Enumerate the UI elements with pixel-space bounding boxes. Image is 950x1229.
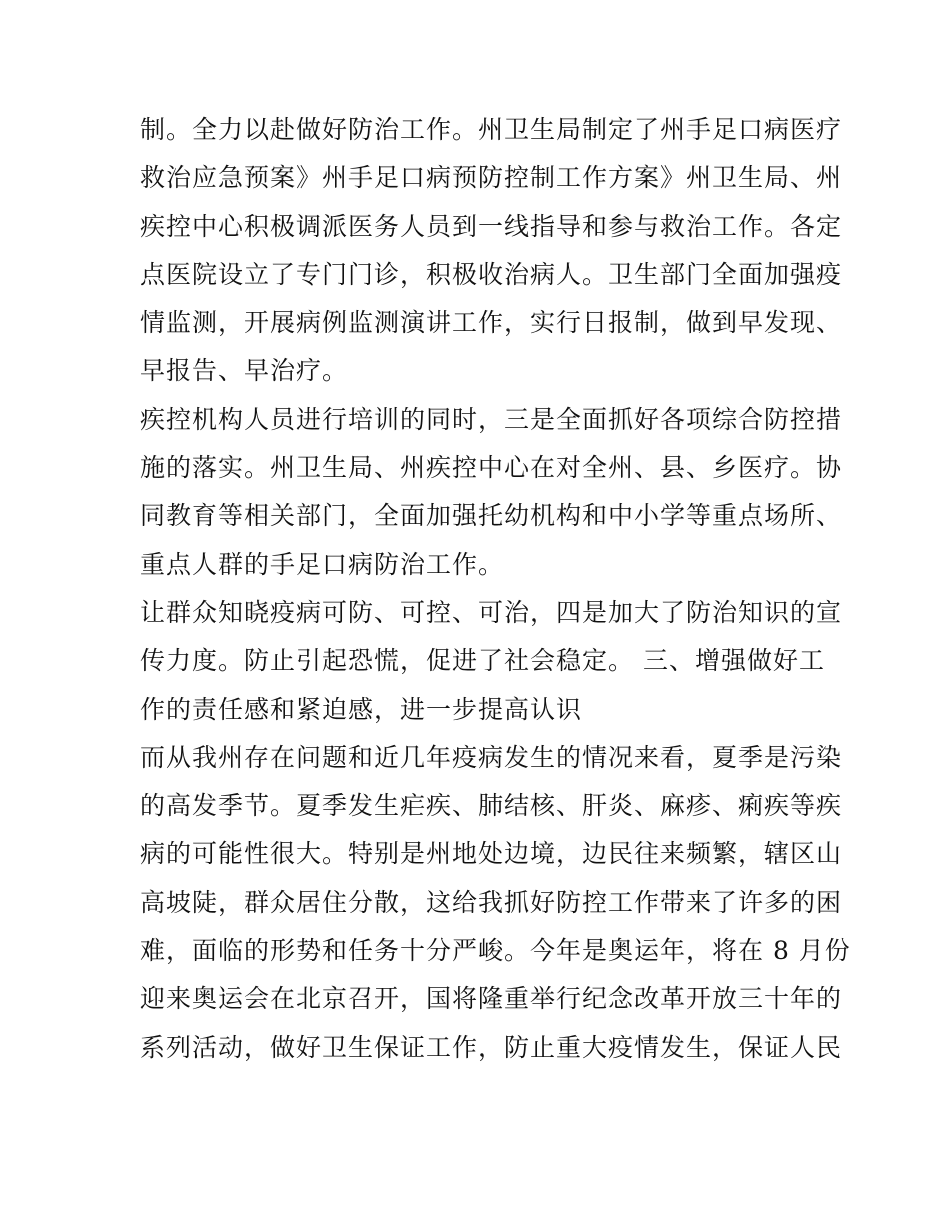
text-line: 同教育等相关部门，全面加强托幼机构和中小学等重点场所、 (140, 501, 843, 531)
document-body (140, 106, 851, 1072)
text-line: 作的责任感和紧迫感，进一步提高认识 (140, 694, 583, 724)
paragraph (140, 734, 851, 1072)
text-line: 的高发季节。夏季发生疟疾、肺结核、肝炎、麻疹、痢疾等疾 (140, 791, 843, 821)
text-line: 而从我州存在问题和近几年疫病发生的情况来看，夏季是污染 (140, 742, 843, 772)
text-line: 早报告、早治疗。 (140, 356, 349, 386)
text-line: 病的可能性很大。特别是州地处边境，边民往来频繁，辖区山 (140, 839, 843, 869)
text-line: 传力度。防止引起恐慌，促进了社会稳定。 三、增强做好工 (140, 646, 825, 676)
paragraph (140, 396, 843, 589)
text-line: 救治应急预案》州手足口病预防控制工作方案》州卫生局、州 (140, 163, 843, 193)
text-line: 疾控中心积极调派医务人员到一线指导和参与救治工作。各定 (140, 211, 843, 241)
text-line: 系列活动，做好卫生保证工作，防止重大疫情发生，保证人民 (140, 1032, 843, 1062)
paragraph (140, 589, 843, 734)
text-line: 施的落实。州卫生局、州疾控中心在对全州、县、乡医疗。协 (140, 453, 843, 483)
text-line: 迎来奥运会在北京召开，国将隆重举行纪念改革开放三十年的 (140, 984, 843, 1014)
paragraph (140, 106, 843, 396)
text-line: 点医院设立了专门门诊，积极收治病人。卫生部门全面加强疫 (140, 259, 843, 289)
text-line: 让群众知晓疫病可防、可控、可治，四是加大了防治知识的宣 (140, 597, 843, 627)
text-line: 疾控机构人员进行培训的同时，三是全面抓好各项综合防控措 (140, 404, 843, 434)
text-line: 难，面临的形势和任务十分严峻。今年是奥运年，将在 8 月份 (140, 936, 851, 966)
text-line: 情监测，开展病例监测演讲工作，实行日报制，做到早发现、 (140, 308, 843, 338)
text-line: 重点人群的手足口病防治工作。 (140, 549, 505, 579)
text-line: 高坡陡，群众居住分散，这给我抓好防控工作带来了许多的困 (140, 887, 843, 917)
text-line: 制。全力以赴做好防治工作。州卫生局制定了州手足口病医疗 (140, 115, 843, 144)
